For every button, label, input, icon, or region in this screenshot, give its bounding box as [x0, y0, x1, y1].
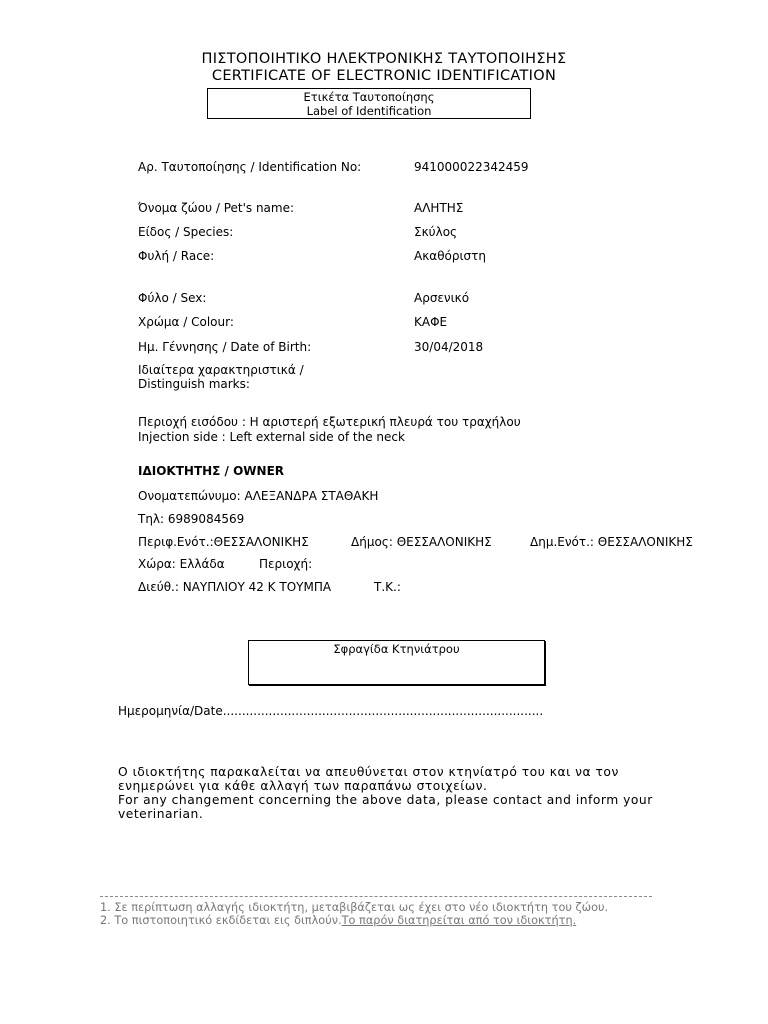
race-label: Φυλή / Race: — [138, 249, 215, 263]
notice-english-line-1: For any changement concerning the above data, please contact and inform your — [118, 793, 653, 807]
name-value: ΑΛΗΤΗΣ — [414, 201, 464, 215]
owner-postcode: Τ.Κ.: — [374, 580, 401, 594]
footer-divider — [100, 896, 652, 897]
footer-note-2-part-b: Το παρόν διατηρείται από τον ιδιοκτήτη. — [341, 914, 577, 927]
vet-stamp-label: Σφραγίδα Κτηνιάτρου — [333, 642, 460, 656]
owner-fullname: Ονοματεπώνυμο: ΑΛΕΞΑΝΔΡΑ ΣΤΑΘΑΚΗ — [138, 489, 379, 503]
owner-address: Διεύθ.: ΝΑΥΠΛΙΟΥ 42 Κ ΤΟΥΜΠΑ — [138, 580, 332, 594]
notice-english-line-2: veterinarian. — [118, 807, 204, 821]
colour-value: ΚΑΦΕ — [414, 315, 448, 329]
title-english: CERTIFICATE OF ELECTRONIC IDENTIFICATION — [211, 68, 557, 84]
sex-value: Αρσενικό — [414, 291, 470, 305]
id-value: 941000022342459 — [414, 160, 529, 174]
owner-country: Χώρα: Ελλάδα — [138, 557, 225, 571]
footer-note-1: 1. Σε περίπτωση αλλαγής ιδιοκτήτη, μεταβιβάζεται ως έχει στο νέο ιδιοκτήτη του ζώου. — [100, 901, 609, 914]
owner-phone: Τηλ: 6989084569 — [138, 512, 245, 526]
injection-greek: Περιοχή εισόδου : Η αριστερή εξωτερική πλευρά του τραχήλου — [138, 415, 521, 429]
injection-english: Injection side : Left external side of the neck — [138, 430, 405, 444]
label-greek: Ετικέτα Ταυτοποίησης — [303, 90, 435, 104]
id-label: Αρ. Ταυτοποίησης / Identification No: — [138, 160, 362, 174]
notice-greek-line-1: Ο ιδιοκτήτης παρακαλείται να απευθύνεται στον κτηνίατρό του και να τον — [118, 765, 619, 779]
owner-municipality: Δήμος: ΘΕΣΣΑΛΟΝΙΚΗΣ — [351, 535, 492, 549]
species-label: Είδος / Species: — [138, 225, 234, 239]
owner-area: Περιοχή: — [259, 557, 313, 571]
vet-stamp-box — [248, 640, 545, 685]
marks-label-greek: Ιδιαίτερα χαρακτηριστικά / — [138, 363, 304, 377]
label-of-identification-box — [207, 88, 531, 119]
dob-label: Ημ. Γέννησης / Date of Birth: — [138, 340, 312, 354]
owner-region-unit: Περιφ.Ενότ.:ΘΕΣΣΑΛΟΝΙΚΗΣ — [138, 535, 309, 549]
footer-note-2 — [100, 914, 576, 927]
species-value: Σκύλος — [414, 225, 458, 239]
label-english: Label of Identification — [306, 104, 432, 118]
owner-municipal-unit: Δημ.Ενότ.: ΘΕΣΣΑΛΟΝΙΚΗΣ — [530, 535, 693, 549]
name-label: Όνομα ζώου / Pet's name: — [138, 201, 295, 215]
owner-heading: ΙΔΙΟΚΤΗΤΗΣ / OWNER — [138, 464, 285, 478]
dob-value: 30/04/2018 — [414, 340, 484, 354]
race-value: Ακαθόριστη — [414, 249, 486, 263]
title-greek: ΠΙΣΤΟΠΟΙΗΤΙΚΟ ΗΛΕΚΤΡΟΝΙΚΗΣ ΤΑΥΤΟΠΟΙΗΣΗΣ — [201, 51, 567, 67]
colour-label: Χρώμα / Colour: — [138, 315, 234, 329]
sex-label: Φύλο / Sex: — [138, 291, 207, 305]
marks-label-english: Distinguish marks: — [138, 377, 250, 391]
footer-note-2-part-a: 2. Το πιστοποιητικό εκδίδεται εις διπλούν. — [100, 914, 342, 927]
notice-greek-line-2: ενημερώνει για κάθε αλλαγή των παραπάνω στοιχείων. — [118, 779, 488, 793]
date-line: Ημερομηνία/Date.................................................................................... — [118, 704, 544, 718]
